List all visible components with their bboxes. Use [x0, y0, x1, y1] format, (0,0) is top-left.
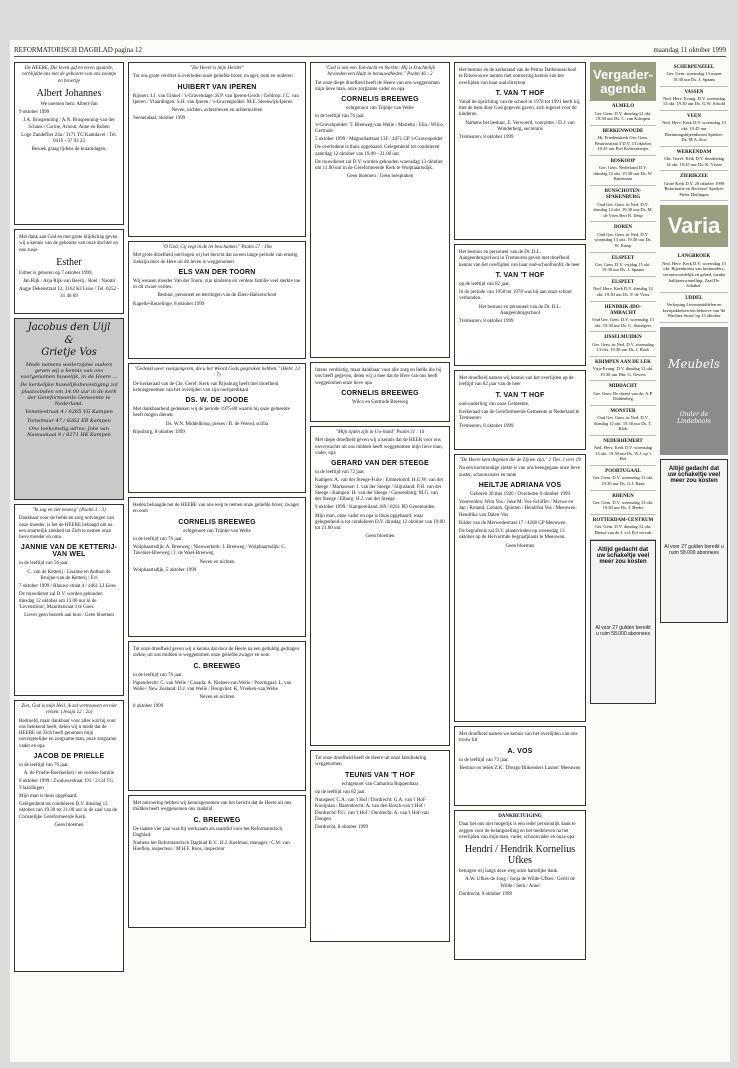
- ad-family-list: Voorvelden: Wim Vos / Joke M. Vos-Schiffer / Merwe en Jan / Roland, Corsten, Quinten / Hendrika Vos / Meeuwen: Hendrika van Dalen-Vos: [459, 500, 577, 518]
- ad-date: 9 oktober 1999: [19, 110, 50, 115]
- agenda-item: [590, 302, 656, 333]
- ad-family-list: Nunspeet: C.A. van 't Hof / Dordrecht: G.A. van 't Hof-Kooijman / Barendrecht: A. van den Bosch-van 't Hof / Dordrecht: P.G. van 't Hof / Dordrecht: A. van 't Hof-van Dongen: [315, 798, 429, 822]
- agenda-location: VEEN: [687, 114, 701, 119]
- varia-header: Varia: [660, 205, 728, 247]
- ad-body: De kerkeraad van de Chr. Geref. Kerk van Rijssburg heeft met droefheid kennisgenomen van het overlijden van zijn oud-predikant: [133, 381, 279, 393]
- ad-family-list: Kampen: A. van der Steege-Fuite / Emmeloord: H.G.W. van der Steege / Marknesse: J. van der Steege / Stijnsland: P.H. van der Steege / Kampen: H. van der Steege / Giessenburg: M.G. van der Steege / Elburg: H.J. van der Steege: [315, 478, 444, 502]
- obituary-els: [128, 241, 306, 359]
- obituary-teunis: [310, 750, 450, 942]
- agenda-location: HENDRIK-IDO-AMBACHT: [604, 304, 642, 316]
- agenda-location: ELSPEET: [611, 280, 635, 286]
- ad-quote: "Gedenkt uwer voorgangeren, die u het Woord Gods gesproken hebben." (Hebr. 13 : 7): [134, 367, 300, 379]
- ad-parents: Jan Rijk / Arja Rijk-van Beerij / Roel / Naomi: [22, 279, 116, 284]
- ad-body-2: oud-ouderling van onze Gemeente.: [459, 401, 530, 407]
- ad-family-list: Papendrecht: C. van Welie / Canada: A. Nielsen-van Welie / Poortugaal: L. van Welie / New Zealand: D.J. van Welie / Hoogvliet: K. Vreeken-van Welie: [133, 680, 292, 692]
- ad-body: Het bestuur en de kerkeraad van de Petrus Dathenusschool te Ritsswouwe nemen met ontroering kennis van het overlijden van haar oud-directeur: [459, 68, 577, 86]
- ad-age: in de leeftijd van 73 jaar.: [459, 757, 509, 763]
- agenda-details: Oud Ger. Gem. D.V. woensdag 13 okt. 19.30 uur Ds. C. Stanegeer: [592, 317, 654, 328]
- agenda-item: [590, 253, 656, 278]
- agenda-item: [590, 491, 656, 516]
- ad-quote: De HEERE, Die leven gaf en leven spaarde, verblijdde ons met de geboorte van ons zoontje en broertje: [21, 66, 117, 84]
- ad-note: Neven en nichten: [199, 695, 235, 701]
- ad-signed: Het bestuur en personeel van de Dr. D.L. Aangeenbrugschool: [479, 304, 561, 316]
- ad-family: A. de Prielle-Boerkerken / en verdere familie: [23, 771, 115, 776]
- ad-name: ELS VAN DER TOORN: [178, 268, 256, 276]
- varia-list: [660, 251, 728, 323]
- ad-age: in de leeftijd van 72 jaar.: [315, 470, 365, 475]
- agenda-location: MIDDACHT: [608, 384, 638, 390]
- ad-body: Intens verdrietig, maar dankbaar voor alle zorg en liefde die hij ons heeft gegeven, delen wij u mee dat de Here van ons heeft weggenomen onze lieve opa: [315, 368, 442, 386]
- ad-name: Esther: [56, 256, 82, 268]
- ad-visit: Bezoek graag tijdens de kraamdagen.: [31, 147, 107, 153]
- ad-date: 5 oktober 1999 / Magnoliastraat 13F / 4471 GP 's-Gravenpolder: [315, 137, 443, 142]
- ad-age: in de leeftijd van 76 jaar.: [315, 114, 365, 120]
- ad-quote: "Ik zag en ziet eeuwig" (Psalm 3 : 3): [32, 508, 106, 513]
- ad-date: Tremeuren, 8 oktober 1999: [459, 319, 514, 324]
- agenda-details: Ned. Herv. Kerk D.V. woensdag 13 okt. 19.45 uur Bezinningsbijeenkomst Spreker: Ds. M.A. Kos: [662, 120, 726, 143]
- obituary-breeweg-2: [128, 641, 306, 791]
- ad-signed: Namens het bestuur, E. Verwoerd, voorzitter / D.J. van Wonderberg, secretaris: [465, 120, 575, 132]
- ad-age: in de leeftijd van 76 jaar.: [133, 672, 183, 678]
- ampersand: &: [64, 334, 74, 346]
- meubels-ad: [660, 327, 728, 455]
- agenda-item: [590, 381, 656, 406]
- ad-name: T. VAN 'T HOF: [495, 391, 545, 399]
- agenda-details: Chr. Geref. Kerk D.V. donderdag 14 okt. 19.45 uur Ds. K. Visser: [664, 156, 724, 167]
- column-3: [310, 62, 450, 946]
- ad-name: HEILTJE ADRIANA VOS: [478, 481, 562, 489]
- ad-quote: Ziet, God is mijn Heil, ik zal vertrouwen en niet vrezen. (Jesaja 12 : 2a): [21, 704, 117, 716]
- ad-name: C. BREEWEG: [193, 816, 241, 824]
- obituary-de-joode: [128, 363, 306, 493]
- ad-name: DS. W. DE JOODE: [185, 397, 249, 404]
- agenda-location: SCHERPENZEEL: [673, 65, 715, 70]
- agenda-location: ROTTERDAM-CENTRUM: [592, 518, 654, 524]
- ad-visit: Mijn man is thuis opgebaard.: [19, 793, 78, 799]
- ad-date: 7 oktober 1999 / Blauwe straat 4 / 4461 LJ Goes: [19, 584, 116, 589]
- obituary-breeweg-family: [310, 62, 450, 358]
- meubels-title: Meubels: [668, 356, 720, 371]
- agenda-item: [590, 436, 656, 466]
- agenda-location: KRIMPEN AAN DE LEK: [595, 359, 651, 365]
- ad-family-list: Rijssen: J.J. van Ginkel / 's-Gravendage: H.P. van Iperen-Gerds / Geldrop: J.C. van Iperen / Vlaardingen: S.H. van Iperen / 's-Gravenpolder: M.E. Sleenwijk-Iperen: [133, 93, 299, 105]
- ad-body: Daar het ons niet mogelijk is een ieder persoonlijk dank te zeggen voor de belangstelling en het medeleven na het overlijden van mijn man, vader, schoonvader en onze opa: [459, 822, 576, 840]
- ad-date: Dordrecht, 9 oktober 1999: [459, 891, 513, 897]
- ad-quote: "Zie Heere is mijn Herder": [189, 66, 245, 71]
- ad-body-2: betuigen wij langs deze weg onze hartelijke dank.: [459, 869, 559, 874]
- obituary-heiltje-vos: [454, 454, 586, 722]
- promo-headline: Altijd gedacht dat uw schakeltje veel meer zou kosten: [596, 546, 650, 565]
- agenda-item: [590, 466, 656, 491]
- ad-note: Geen bloemen: [54, 822, 84, 828]
- column-5-agenda: [590, 62, 656, 708]
- obituary-breeweg-1: [128, 497, 306, 637]
- ad-name: A. VOS: [507, 747, 533, 755]
- agenda-list: [590, 101, 656, 539]
- ad-date: Kapelle-Biezelinge, 8 oktober 1999: [133, 301, 205, 307]
- ad-date: Tremeuren, 8 oktober 1999: [459, 424, 514, 430]
- ad-parents: J.A. Bruspenning / A.N. Bruspenning-van der Schans / Corine, Arnout, Anne en Ruben: [23, 118, 115, 130]
- agenda-item: [590, 515, 656, 540]
- ad-age: in de leeftijd van 76 jaar.: [19, 762, 69, 768]
- ad-body: Tot onze droefheid heeft de Heere uit onze familiekring weggenomen: [315, 756, 427, 768]
- ad-family: 's-Gravenpolder: T. Breeweg-van Welie / Marietta / Ella / Wilco, Gertrude: [315, 122, 444, 134]
- agenda-item: [590, 126, 656, 156]
- agenda-item: [660, 293, 728, 323]
- ad-given-name: We noemen hem: Albert-Jan: [40, 101, 98, 107]
- ad-funeral: De begrafenis zal D.V. plaatsvinden op woensdag 13 oktober op de Hervormde begraafplaats te Meeuwen.: [459, 529, 566, 541]
- ad-date: 9 oktober 1999 / Kampereiland 169 / 8261 PD Genemuiden: [315, 505, 435, 511]
- agenda-location: BERKENWOUDE: [602, 128, 644, 134]
- agenda-item: [660, 111, 728, 147]
- ad-address: Loge Zandeflier 24a / 3171 TG Kantdavel / Tel. 0416 - 37 93 23: [21, 132, 117, 144]
- agenda-item: [590, 222, 656, 252]
- agenda-location: NEDERHEMERT: [603, 438, 643, 444]
- ad-name: Hendri / Hendrik Kornelius Ufkes: [464, 844, 576, 866]
- ad-name: TEUNIS VAN 'T HOF: [345, 771, 415, 779]
- ad-age: op de leeftijd van 82 jaar.: [315, 789, 366, 795]
- obituary-van-der-steege: [310, 426, 450, 746]
- groom-name: Jacobus den Uijl: [27, 322, 111, 333]
- obituary-huibert: [128, 62, 306, 237]
- ad-quote: "O God, Gij zegt in de let beschamen." Psalm 57 : 19a: [162, 245, 272, 250]
- ad-name: HUIBERT VAN IPEREN: [177, 83, 257, 91]
- ad-date: Esther is geboren op 7 oktober 1999.: [19, 270, 93, 276]
- agenda-location: POORTUGAAL: [605, 469, 641, 475]
- agenda-details: Oud Ger. Gem. in Ned. D.V. dinsdag 12 okt. 19.30 uur Ds. T. Klok: [594, 415, 652, 432]
- agenda-details: Ger. Gem. D.V. vrijdag 15 okt. 19.30 uur Ds. J. Spaans: [595, 261, 651, 273]
- obituary-van-t-hof-3: [454, 370, 586, 450]
- agenda-location: ELSPEET: [611, 255, 635, 261]
- ad-church: De kerkelijke huwelijksbevestiging zal plaatsvinden om 14.00 uur in de kerk der Gereformeerde Gemeente te Nederland.: [20, 382, 118, 407]
- agenda-details: Grote Kerk D.V. 20 oktober 1999 'Reformatie en Reclasse' Spreker: Pieter Heilingen: [663, 180, 725, 197]
- agenda-details: Ger. Gem. Nederland D.V. dinsdag 12 okt. 19.30 uur Ds. W. Ruizenaar: [593, 165, 653, 182]
- ad-note: Neven en nichten: [199, 559, 235, 565]
- ad-subtitle: echtgenoot van Trijntje van Welie: [346, 106, 414, 111]
- obituary-van-t-hof-2: [454, 244, 586, 366]
- ad-name: JANNIE VAN DE KETTERIJ-VAN WEL: [20, 544, 118, 559]
- obituary-a-vos: [454, 726, 586, 806]
- ad-body: Tot onze diepe droefheid heeft de Heere van ons weggenomen mijn lieve man, onze zorgzame vader en opa: [315, 80, 440, 92]
- agenda-details: Ger. Gem. D.V. woensdag 13 okt. 19.30 uur Ds. J. Beeke: [592, 499, 654, 511]
- agenda-details: Hr. Friedenskerk Ger. Gem. Beatrixstraat 3 D.V. 13 oktober 19.45 uur Piet Kolstermeijer: [594, 135, 652, 152]
- agenda-header: Vergader-agenda: [590, 62, 656, 101]
- obituary-breeweg-3: [128, 795, 306, 928]
- agenda-list-2: [660, 62, 728, 201]
- agenda-details: Ger. Gem. in Ned. D.V. woensdag 13 okt. 19.30 uur Ds. J. Ravk: [592, 341, 654, 353]
- ad-name: T. VAN 'T HOF: [495, 89, 545, 97]
- agenda-details: Ned. Herv. Kerk D.V. woensdag 13 okt. 19.30 uur Ds. W.J. op 't Hof: [593, 445, 653, 462]
- ad-quote: "God is ons een Toevlucht en Sterkte; Hij is krachtelijk bevonden een Hulp in benauwdheden." Psalm 46 : 2: [325, 66, 435, 78]
- agenda-location: ALMELO: [611, 104, 635, 110]
- ad-subtitle: echtgenoot van Catharina Ruppenbaar: [341, 781, 419, 787]
- ad-name: GERARD VAN DER STEEGE: [331, 460, 429, 467]
- birth-announcement-esther: [14, 229, 124, 314]
- ad-body-2: Met dankbaarheid gedenken wij de periode 1975-80 waarin hij onze gemeente heeft mogen dienen.: [133, 407, 290, 419]
- promo-headline: Altijd gedacht dat uw schakeltje veel meer zou kosten: [667, 465, 721, 484]
- ad-name: CORNELIS BREEWEG: [178, 518, 256, 526]
- agenda-item: [590, 332, 656, 357]
- agenda-details: Ger. Gem. woensdag 13 maart 19.30 uur Ds. J. Spaans: [666, 71, 722, 82]
- ad-subtitle: echtgenoot van Trijntje van Welie: [183, 528, 251, 534]
- agenda-item: [660, 62, 728, 87]
- ad-address-1: Venetiestraat 4 / 8265 VG Kampen: [25, 409, 113, 416]
- ad-family-list: Wolphaartsdijk: A. Breeweg / Nieuwerkerk: J. Breeweg / Wolphaartsdijk: C. Tavenier-Breeweg / J. de Wael-Breeweg: [133, 545, 286, 557]
- agenda-location: BUNSCHOTEN-SPAKENBURG: [604, 189, 642, 201]
- agenda-details: Oud Ger. Gem. in Ned. D.V. dinsdag 12 okt. 19.30 uur Ds. M. de Vries Bert R. Desp: [593, 201, 653, 218]
- agenda-location: MONSTER: [610, 408, 636, 414]
- ad-name: CORNELIS BREEWEG: [341, 389, 419, 397]
- ad-body: Na een kortstondige ziekte is van ons heengegaan onze lieve zuster, schoonzuster en tante: [459, 466, 581, 478]
- ad-funeral: De rouwdienst zal D.V. worden gehouden woensdag 13 oktober om 11.00 uur in de Gereformeerde Kerk te Wolphaartsdijk.: [315, 159, 443, 171]
- promo-footer: Al voor 27 gulden bereikt u ruim 58.000 abonnees: [595, 624, 651, 637]
- ad-date: Dordrecht, 8 oktober 1999: [315, 825, 369, 830]
- ad-name: T. VAN 'T HOF: [495, 271, 545, 279]
- ad-dates: Geboren 28 mei 1926 / Overleden 6 oktober 1999: [470, 491, 570, 497]
- agenda-item: [590, 156, 656, 186]
- ad-signed: A.W. Ufkes-de Jong / Jonja de Wilde-Ufkes / Gerrit de Wilde / Sem / Anne: [465, 877, 575, 889]
- ad-body: Bedroefd, maar dankbaar voor alles wat hij voor ons betekend heeft, delen wij u mede dat de HEERE tot Zich heeft genomen mijn onvergetelijke en zorgzame man, onze zorgzame vader en opa: [19, 718, 117, 749]
- ad-body: Tot ons grote verdriet is overleden onze geliefde broer, zwager, oom en ouderen: [133, 74, 293, 80]
- ad-age: in de leeftijd van 76 jaar.: [133, 536, 183, 542]
- agenda-item: [660, 251, 728, 292]
- ad-quote: "De Heere kent degenen die de Zijnen zijn." 2 Tim. 2 vers 19: [459, 458, 581, 463]
- agenda-details: Ned. Herv. Kerk D.V. dinsdag 12 okt. 19.30 uur Ds. P. de Vries: [593, 286, 653, 297]
- ad-signed: Ds. W.N. Middelkoop, preses / B. de Woerd, scriba: [165, 421, 269, 427]
- agenda-details: Ger. Gem. De dienst van de. A.P. Diddenbeg: [593, 390, 653, 402]
- ad-name: JACOB DE PRIELLE: [33, 752, 105, 760]
- ad-title: DANKBETUIGING: [498, 814, 542, 819]
- obituary-breeweg-grandchildren: [310, 362, 450, 422]
- column-2: [128, 62, 306, 932]
- ad-note: Neven, nichten, achterneven en achternichten: [171, 108, 263, 113]
- ad-date: Veenendaal, oktober 1999: [133, 116, 186, 122]
- agenda-location: RHENEN: [612, 493, 634, 499]
- agenda-location: BOSKOOP: [610, 158, 636, 164]
- ad-signed: Bestuur en leden Z.K. 'Dreago Blikenders Laxten' Meeuwen: [459, 765, 581, 771]
- ad-note: Geen bloemen: [505, 543, 535, 549]
- ad-address: Aagje Dekenstraat 12, 3162 KJ Lisse / Tel. 0252 - 41 46 69: [19, 287, 119, 299]
- ad-date: Rijssburg, 8 oktober 1999: [133, 429, 185, 435]
- agenda-details: Verkoping Levensmiddelen en kerstpakketten ten behoeve van 'de Wachter Sions' op 13 oktober: [662, 302, 726, 319]
- agenda-details: Ned. Herv. Kerk D.V. woensdag 13 okt. Bijeenkomst van bestuurders, verantwoordelijk en gebed, inzake halfjaarswintelling. Zaal De Schakel.: [662, 260, 726, 289]
- column-4: [454, 62, 586, 964]
- agenda-location: ZIERIKZEE: [679, 174, 709, 180]
- page-header: [14, 44, 726, 57]
- classified-promo-ad: [590, 540, 656, 704]
- ad-body: Tot onze droefheid geven wij u kennis dat door de Heere na een geduldig gedragen ziekte, uit ons midden is weggenomen onze geliefde zwager en oom: [133, 647, 299, 659]
- ad-body-2: De laatste vier jaar was hij werkzaam als raadslid voor het Reformatorisch Dagblad.: [133, 826, 282, 838]
- agenda-item: [590, 186, 656, 222]
- ad-quote: Met dank aan God en met grote blijdschap geven wij u kennis van de geboorte van onze dochter en ons zusje: [19, 235, 118, 253]
- birth-announcement-albert: [14, 62, 124, 225]
- ad-age: in de leeftijd van 56 jaar.: [19, 561, 69, 567]
- agenda-details: Ger. Gem. D.V. dinsdag 12 okt. Dienst van de J. v.d. Pol vervalt: [594, 524, 652, 535]
- ad-body: Met ontroering hebben wij kennisgenomen van het bericht dat de Heere uit ons midden heeft weggenomen ons raadslid: [133, 801, 292, 813]
- ad-signed: Kerkeraad van de Gereformeerde Gemeente in Nederland te Tremeuren: [459, 409, 580, 421]
- ad-body-2: Wij wensen moeder Van der Toorn, zijn kinderen en verdere familie veel sterkte toe in dit zware verlies.: [133, 278, 301, 290]
- ad-address: Bilder van de Merwedestraat 17 / 4268 GP Meeuwen: [459, 520, 566, 526]
- agenda-location: UDDEL: [685, 295, 703, 301]
- ad-body: Het bestuur en personeel van de Dr. D.L. Aangeenbrugschool in Tremeuren geven met droefheid kennis van het overlijden van haar oud-schoolhoofd, de heer: [459, 250, 580, 268]
- agenda-item: [590, 101, 656, 126]
- agenda-item: [660, 147, 728, 172]
- ad-future-address: Ons toekomstig adres: Jobs van Nassaukaai 9 / 8271 HK Kampen: [27, 425, 111, 438]
- ad-name: CORNELIS BREEWEG: [341, 96, 419, 103]
- agenda-item: [660, 87, 728, 112]
- agenda-details: Ger. Gem. D.V. dinsdag 12 okt. 19.30 uur Ds. C. van Krimpen: [594, 110, 652, 122]
- ad-body: Dankbaar voor de liefde en zorg ontvangen van onze moeder, is het de HEERE behaagd om na een smartelijk ziekbed tot Zich te nemen onze lieve moeder en oma: [19, 516, 115, 540]
- thank-you-notice: [454, 810, 586, 960]
- ad-condolence: De overledene is thuis opgebaard. Gelegenheid tot condoleren zaterdag 12 oktober van 19.00 - 21.00 uur.: [315, 145, 440, 157]
- ad-name: Albert Johannes: [36, 87, 102, 99]
- agenda-item: [660, 171, 728, 201]
- ad-body-2: Vanaf de oprichting van de school in 1978 tot 1991 heeft hij, met de hem door God gegeven gaven, zich ingezet voor de kinderen.: [459, 99, 581, 118]
- ad-body-2: In de periode van 1958 tot 1978 was hij aan onze school verbonden.: [459, 290, 572, 302]
- agenda-location: DOREN: [613, 225, 633, 231]
- agenda-location: LANGBROEK: [677, 254, 711, 260]
- ad-funeral: Mijn man, onze vader en opa is thuis opgebaard, waar gelegenheid is tot condoleren D.V. dinsdag 12 oktober van 19.00 tot 21.00 uur.: [315, 513, 445, 531]
- ad-address-2: Tomsmuur 47 / 8262 EB Kampen: [27, 417, 111, 424]
- ad-signed: Bestuur, personeel en leerlingen van de Eben-Haëzerschool: [157, 293, 277, 299]
- agenda-location: IJSSELMUIDEN: [604, 335, 642, 341]
- column-6-agenda: [660, 62, 728, 627]
- ad-body: Met diepe droefheid geven wij u kennis dat de HEER voor ons onverwachts uit ons midden heeft weggenomen mijn lieve man, vader, opa: [315, 438, 443, 456]
- ad-funeral: Gelegenheid tot condoleren D.V. dinsdag 12 oktober van 19.30 tot 21.00 uur in de zaal van de Christelijke Gereformeerde Kerk.: [19, 802, 118, 820]
- ad-note: Liever geen bezoek aan huis / Geen bloemen: [24, 613, 114, 618]
- ad-signed: Namens het Reformatorisch Dagblad B.V.: H.J. Koelman, manager / C.W. van Hoeflen, inspecteur / M.H.F. Roos, inspecteur: [133, 841, 290, 853]
- classified-promo-ad-2: [660, 459, 728, 623]
- meubels-store: Onder de Lindeboom: [677, 410, 711, 425]
- agenda-item: [590, 406, 656, 436]
- column-1: [14, 62, 124, 976]
- ad-body: Met droefheid namen we kennis van het overlijden van ons trouw lid: [459, 732, 578, 744]
- agenda-item: [590, 357, 656, 382]
- agenda-item: [590, 277, 656, 302]
- ad-body: Mede namens wederzijdse ouders geven wij u kennis van ons voorgenomen huwelijk, in de Heere ...: [20, 361, 118, 380]
- wedding-announcement: [14, 318, 124, 500]
- ad-date: 8 oktober 1999 / Zwaluwestraat 191 / 2134 TG Vlaardingen: [19, 779, 114, 791]
- ad-body: Met grote droefheid ontvingen wij het bericht dat na een lange periode van ernstig ziekzijn door de Here uit dit leven is weggenomen: [133, 253, 298, 265]
- ad-date: 8 oktober 1999: [133, 703, 164, 709]
- obituary-van-t-hof-1: [454, 62, 586, 240]
- ad-name: C. BREEWEG: [193, 662, 241, 670]
- ad-funeral: De rouwdienst zal D.V. worden gehouden dinsdag 12 oktober om 13.00 uur in de 'Levensbron', Mauritsstraat 3 te Goes.: [19, 592, 103, 610]
- agenda-location: VASSEN: [684, 89, 704, 95]
- header-right: maandag 11 oktober 1999: [653, 46, 726, 54]
- agenda-location: WERKENDAM: [676, 149, 712, 155]
- obituary-jacob: [14, 700, 124, 972]
- agenda-details: Vrije Evang. D.V. dinsdag 12 okt. 19.30 uur Dhr. G. Gevers: [592, 366, 654, 377]
- ad-age: op de leeftijd van 82 jaar.: [459, 281, 510, 287]
- ad-date: Tremeuren, 8 oktober 1999: [459, 135, 514, 140]
- promo-footer: Al voor 27 gulden bereikt u ruim 58.000 abonnees: [664, 543, 724, 556]
- ad-quote: "Mijn tijden zijn in Uw hand" Psalm 31 : 16: [335, 430, 425, 435]
- obituary-jannie: [14, 504, 124, 696]
- ad-body: Heden behaagde het de HEERE van ons weg te nemen onze geliefde broer, zwager en oom: [133, 503, 300, 515]
- agenda-details: Ger. Gem. D.V. woensdag 13 okt. 19.30 uur Ds. G.J. Baan: [592, 475, 654, 486]
- header-left: REFORMATORISCH DAGBLAD pagina 12: [14, 46, 143, 54]
- agenda-details: Ned. Herv. Evang. D.V. woensdag 13 okt. 19.30 uur Ds. G.W. Schold: [662, 95, 726, 107]
- ad-family: C. van de Ketterij / Lisanne en Anthon de Bruijne-van de Ketterij / Evi: [27, 569, 111, 581]
- ad-signed: Wilco en Gertrude Breeweg: [351, 399, 409, 405]
- bride-name: Grietje Vos: [41, 347, 97, 358]
- ad-date: Wolphaartsdijk, 5 oktober 1999: [133, 567, 197, 573]
- ad-note: Geen bloemen / Geen toespraken: [346, 174, 414, 180]
- agenda-details: Oud Ger. Gem. in Ned. D.V. woensdag 13 okt. 19.30 uur Ds. W. Karsp: [594, 231, 652, 248]
- ad-note: Geen bloemen: [365, 534, 395, 540]
- ad-body: Met droefheid namen wij kennis van het overlijden op de leeftijd van 82 jaar van de heer: [459, 376, 574, 388]
